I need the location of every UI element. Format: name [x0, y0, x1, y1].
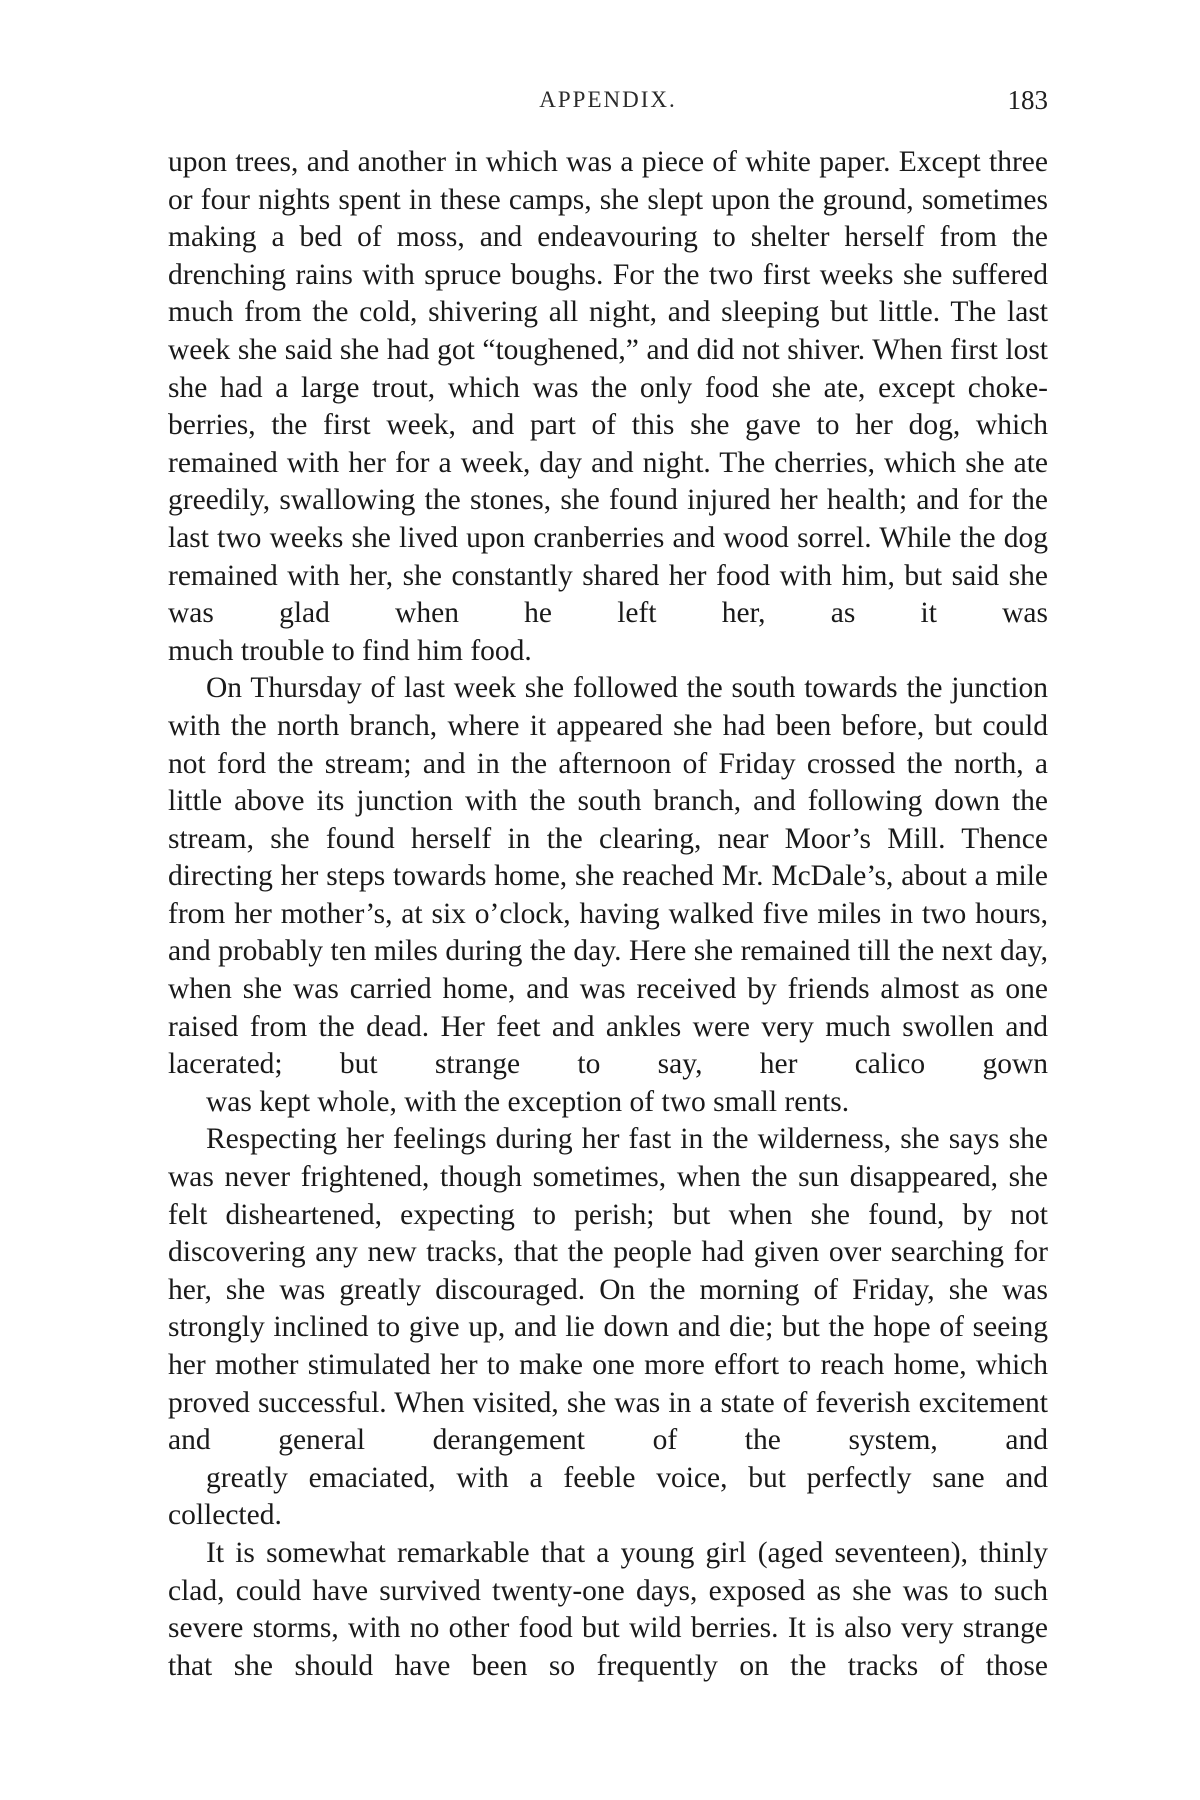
paragraph-3-text: Respecting her feelings during her fast in the wilderness, she says she was never frightened, though sometimes, when the sun disappeared, she felt disheartened, expecting to perish; but when she found, by not discovering any new tracks, that the people had given over searching for her, she was greatly discouraged. On the morning of Friday, she was strongly inclined to give up, and lie down and die; but the hope of seeing her mother stimulated her to make one more effort to reach home, which proved successful. When visited, she was in a state of feverish excitement and general derangement of the system, and: [168, 1123, 1048, 1457]
running-head: [168, 80, 1048, 120]
paragraph-2-text: On Thursday of last week she followed the south towards the junction with the north branch, where it appeared she had been before, but could not ford the stream; and in the afternoon of Friday crossed the north, a little above its junction with the south branch, and following down the stream, she found herself in the clearing, near Moor’s Mill. Thence directing her steps towards home, she reached Mr. McDale’s, about a mile from her mother’s, at six o’clock, having walked five miles in two hours, and probably ten miles during the day. Here she remained till the next day, when she was carried home, and was received by friends almost as one raised from the dead. Her feet and ankles were very much swollen and lacerated; but strange to say, her calico gown: [168, 672, 1048, 1081]
body-text: [168, 144, 1048, 1685]
page-number: 183: [1007, 85, 1048, 115]
paragraph-2-last-line: was kept whole, with the exception of two small rents.: [206, 1085, 850, 1118]
running-title: APPENDIX.: [539, 87, 677, 112]
paragraph-4: [168, 1535, 1048, 1685]
paragraph-1-text: upon trees, and another in which was a piece of white paper. Except three or four nights spent in these camps, she slept upon the ground, sometimes making a bed of moss, and endeavouring to shelter herself from the drenching rains with spruce boughs. For the two first weeks she suffered much from the cold, shivering all night, and sleeping but little. The last week she said she had got “toughened,” and did not shiver. When first lost she had a large trout, which was the only food she ate, except choke-berries, the first week, and part of this she gave to her dog, which remained with her for a week, day and night. The cherries, which she ate greedily, swallowing the stones, she found injured her health; and for the last two weeks she lived upon cranberries and wood sorrel. While the dog remained with her, she constantly shared her food with him, but said she was glad when he left her, as it was: [168, 146, 1048, 630]
paragraph-3-last-line: greatly emaciated, with a feeble voice, but perfectly sane and collected.: [168, 1461, 1048, 1532]
paragraph-4-text: It is somewhat remarkable that a young girl (aged seventeen), thinly clad, could have survived twenty-one days, exposed as she was to such severe storms, with no other food but wild berries. It is also very strange that she should have been so frequently on the tracks of those: [168, 1536, 1048, 1682]
paragraph-3: [168, 1121, 1048, 1535]
paragraph-1: [168, 144, 1048, 670]
paragraph-1-last-line: much trouble to find him food.: [168, 634, 532, 667]
paragraph-2: [168, 670, 1048, 1121]
